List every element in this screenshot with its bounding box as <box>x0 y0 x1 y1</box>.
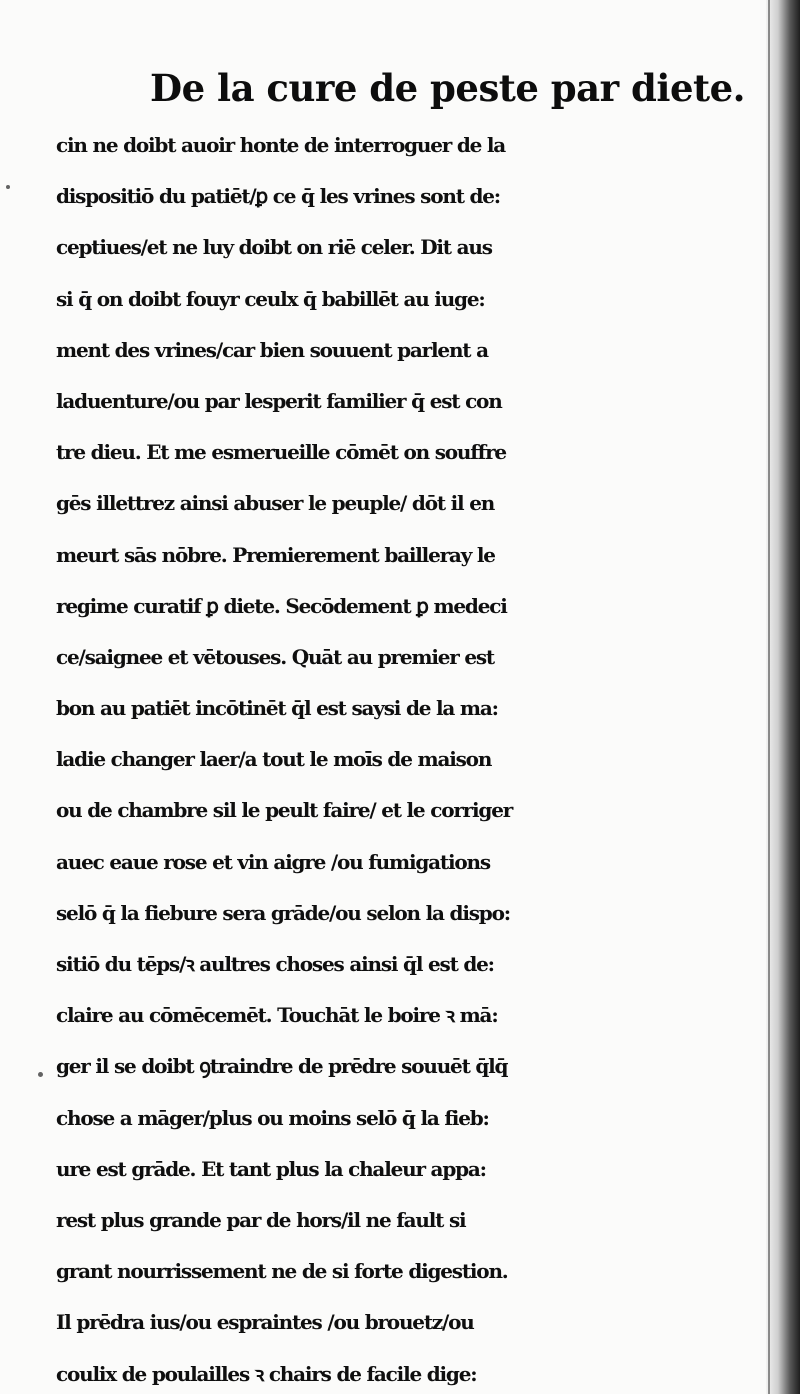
ink-speck <box>6 185 10 189</box>
body-text-block <box>56 120 776 1394</box>
text-line: ure est grāde. Et tant plus la chaleur appa: <box>56 1156 486 1181</box>
text-line: cin ne doibt auoir honte de interroguer de la <box>56 133 506 157</box>
text-line: ou de chambre sil le peult faire/ et le corriger <box>56 798 513 823</box>
text-line: Il prēdra ius/ou espraintes /ou brouetz/ou <box>56 1310 474 1335</box>
text-line: ce/saignee et vētouses. Quāt au premier est <box>56 644 494 669</box>
text-line: regime curatif ꝑ diete. Secōdement ꝑ medeci <box>56 593 507 618</box>
text-line: rest plus grande par de hors/il ne fault si <box>56 1207 466 1232</box>
ink-speck <box>38 1072 43 1077</box>
section-heading: De la cure de peste par diete. <box>150 66 746 110</box>
text-line: ladie changer laer/a tout le moīs de maison <box>56 747 492 772</box>
text-line: ceptiues/et ne luy doibt on riē celer. Dit aus <box>56 235 492 260</box>
text-line: coulix de poulailles ꝛ chairs de facile dige: <box>56 1361 477 1386</box>
text-line: ment des vrines/car bien souuent parlent a <box>56 337 488 362</box>
text-line: auec eaue rose et vin aigre /ou fumigations <box>56 849 490 874</box>
text-line: meurt sās nōbre. Premierement bailleray le <box>56 542 495 567</box>
text-line: gēs illettrez ainsi abuser le peuple/ dōt il en <box>56 491 495 516</box>
text-line: laduenture/ou par lesperit familier q̄ est con <box>56 388 502 413</box>
text-line: ger il se doibt ꝯtraindre de prēdre souuēt q̄lq̄ <box>56 1054 508 1079</box>
text-line: chose a māger/plus ou moins selō q̄ la fieb: <box>56 1105 489 1130</box>
text-line: claire au cōmēcemēt. Touchāt le boire ꝛ mā: <box>56 1003 498 1028</box>
text-line: selō q̄ la fiebure sera grāde/ou selon la dispo: <box>56 900 510 925</box>
text-line: tre dieu. Et me esmerueille cōmēt on souffre <box>56 440 506 465</box>
text-line: bon au patiēt incōtinēt q̄l est saysi de la ma: <box>56 696 498 721</box>
text-line: sitiō du tēps/ꝛ aultres choses ainsi q̄l est de: <box>56 952 494 976</box>
text-line: grant nourrissement ne de si forte digestion. <box>56 1259 508 1284</box>
text-line: dispositiō du patiēt/ꝑ ce q̄ les vrines sont de: <box>56 184 500 209</box>
text-line: si q̄ on doibt fouyr ceulx q̄ babillēt au iuge: <box>56 286 485 311</box>
